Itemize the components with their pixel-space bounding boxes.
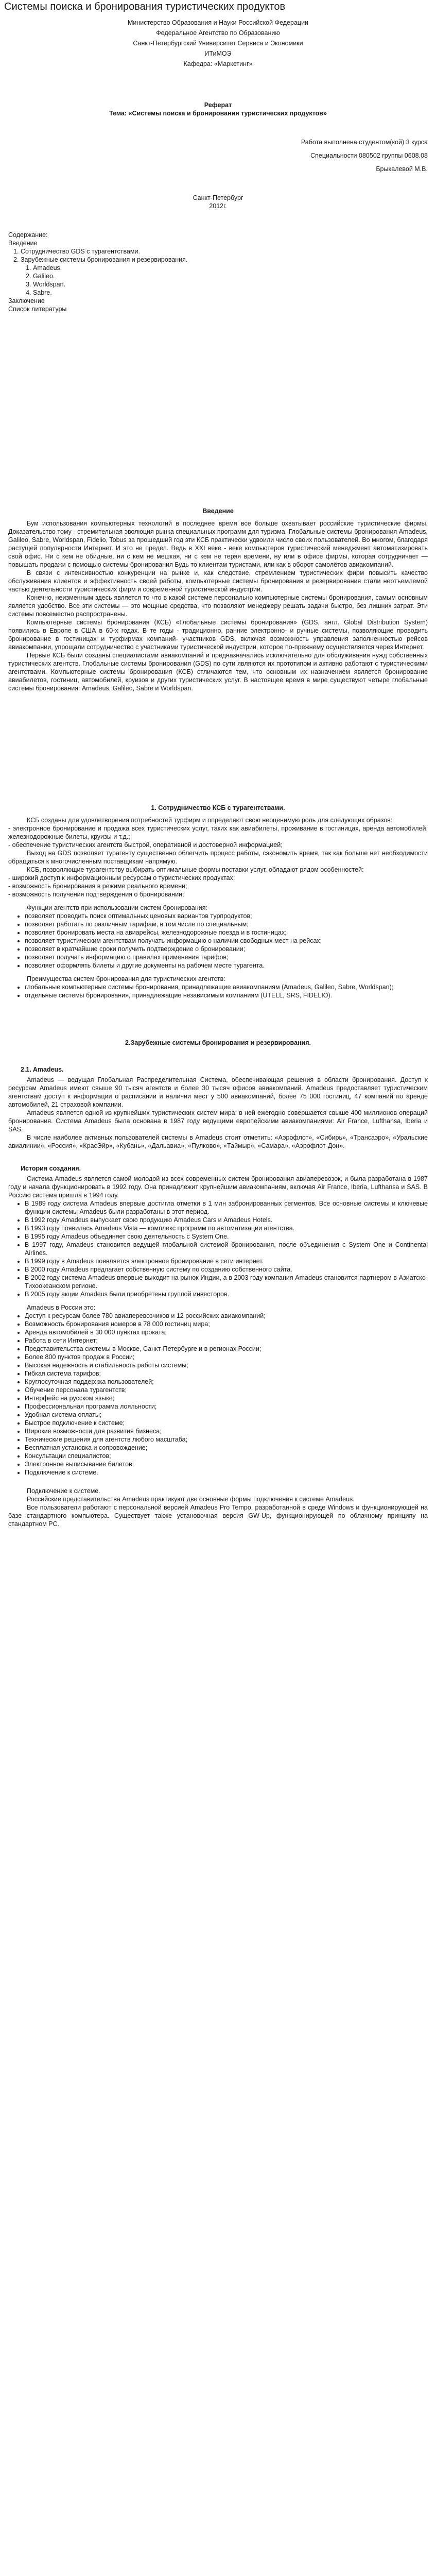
functions-list [8, 912, 428, 970]
list-item: • Более 800 пунктов продаж в России; [25, 1353, 428, 1361]
page-title: Системы поиска и бронирования туристических продуктов [4, 1, 286, 12]
year: 2012г. [209, 202, 227, 210]
author-line: Брыкалевой М.В. [376, 165, 428, 173]
report-label: Реферат [204, 101, 232, 109]
list-item: • Круглосуточная поддержка пользователей; [25, 1378, 428, 1386]
list-item: • позволяет в кратчайшие сроки получить подтверждение о бронировании; [25, 945, 428, 953]
list-item: • В 1993 году появилась Amadeus Vista — комплекс программ по автоматизации агентства. [25, 1224, 428, 1232]
paragraph: Amadeus является одной из крупнейших туристических систем мира: в ней ежегодно совершается свыше 400 миллионов операций бронирования. Система Amadeus была основана в 1987 году ведущими европейскими авиакомпаниями: Air France, Lufthansa, Iberia и SAS. [8, 1109, 428, 1133]
list-item: • Удобная система оплаты; [25, 1411, 428, 1419]
advantages-intro: Преимущества систем бронирования для туристических агентств: [27, 975, 225, 982]
list-item: • отдельные системы бронирования, принадлежащие независимым компаниям (UTELL, SRS, FIDELIO). [25, 991, 428, 999]
intro-text [8, 519, 428, 692]
list-item: • В 1999 году в Amadeus появляется электронное бронирование в сети интернет. [25, 1257, 428, 1265]
list-item: • В 1995 году Amadeus объединяет свою деятельность с System One. [25, 1232, 428, 1241]
paragraph: Бум использования компьютерных технологий в последнее время все больше охватывает российские туристические фирмы. Доказательство тому - стремительная эволюция рынка специальных программ для туризма. Глобальные системы бронирования Amadeus, Galileo, Sabre, Worldspan, Fidelio, Tobus за прошедший год эти КСБ практически удвоили число своих пользователей. Во многом, благодаря растущей популярности Интернет. И это не предел. Ведь в XXI веке - веке компьютеров туристический менеджмент автоматизировать свой офис. Ни с кем не обидные, ни с кем не мешкая, ни с кем не теряя времени, ну или в офисе фирмы, которая сотрудничает — повышать продажи с помощью системы бронирования Будь то клиентам туристами, или как в оборот самолётов авиакомпаний. [8, 520, 428, 568]
list-item: • позволяет туристическим агентствам получать информацию о наличии свободных мест на рейсах; [25, 937, 428, 945]
paragraph: Система Amadeus является самой молодой из всех современных систем бронирования авиаперевозок, и была разработана в 1987 году и начала функционировать в 1992 году. Она принадлежит крупнейшим авиакомпаниям, включая Air France, Iberia, Lufthansa и SAS. В Россию система пришла в 1994 году. [8, 1175, 428, 1199]
author-block [8, 138, 428, 173]
list-item: • Аренда автомобилей в 30 000 пунктах проката; [25, 1328, 428, 1336]
toc-title: Содержание: [8, 231, 48, 239]
list-item: • Консультации специалистов; [25, 1452, 428, 1460]
section2-title: 2.Зарубежные системы бронирования и резервирования. [125, 1039, 311, 1046]
list-item: • Представительства системы в Москве, Санкт-Петербурге и в регионах России; [25, 1345, 428, 1353]
list-item: • В 2002 году система Amadeus впервые выходит на рынок Индии, а в 2003 году компания Amadeus становится партнером в Азиатско-Тихоокеанском регионе. [25, 1274, 428, 1290]
table-of-contents [8, 231, 428, 313]
list-item: • позволяет работать по различным тарифам, в том числе по специальным; [25, 920, 428, 928]
list-item: • Интерфейс на русском языке; [25, 1394, 428, 1402]
list-item: • Широкие возможности для развития бизнеса; [25, 1427, 428, 1435]
toc-literature: Список литературы [8, 306, 67, 313]
report-topic: Тема: «Системы поиска и бронирования туристических продуктов» [109, 110, 327, 117]
list-item: • Гибкая система тарифов; [25, 1369, 428, 1378]
advantages-list [8, 983, 428, 999]
toc-subitem: 1. Amadeus. [33, 264, 428, 272]
title-page-header [8, 19, 428, 68]
paragraph: В связи с интенсивностью конкуренции на рынке и, как следствие, стремлением туристических фирм повысить качество обслуживания клиентов и эффективность своей работы, компьютерные системы бронирования и резервирования стали неотъемлемой частью деятельности туристических фирм и современной туристической индустрии. [8, 569, 428, 593]
paragraph: - электронное бронирование и продажа всех туристических услуг, таких как авиабилеты, проживание в гостиницах, аренда автомобилей, железнодорожные билеты, круизы и т.д.; [8, 825, 428, 840]
paragraph: КСБ созданы для удовлетворения потребностей турфирм и определяют свою неоценимую роль для следующих образов: [27, 817, 393, 824]
paragraph: Компьютерные системы бронирования (КСБ) «Глобальные системы бронирования» (GDS, англ. Global Distribution System) появились в Европе в США в 60-х годах. В те годы - традиционно, ранние электронно- и ручные системы, позволяющие проводить бронирование в гостиницах и турфирмах компаний- участников GDS, включая возможность управления заполненностью рейсов авиакомпании, упрощали сотрудничество с участниками туристической индустрии, которое по-прежнему осуществляется через Интернет. [8, 619, 428, 651]
list-item: • Доступ к ресурсам более 780 авиаперевозчиков и 12 российских авиакомпаний; [25, 1312, 428, 1320]
list-item: • Быстрое подключение к системе; [25, 1419, 428, 1427]
paragraph: Первые КСБ были созданы специалистами авиакомпаний и предназначались исключительно для обслуживания нужд собственных туристических агентств. Глобальные системы бронирования (GDS) по сути являются их прототипом и активно работают с туристическими агентствами. Компьютерные системы бронирования (КСБ) отличаются тем, что основным их назначением является бронирование авиабилетов, гостиниц, автомобилей, круизов и других туристических услуг. В настоящее время в мире существуют четыре глобальные системы бронирования: Amadeus, Galileo, Sabre и Worldspan. [8, 652, 428, 692]
list-item: • позволяет оформлять билеты и другие документы на рабочем месте турагента. [25, 961, 428, 970]
list-item: • Электронное выписывание билетов; [25, 1460, 428, 1468]
header-line: Кафедра: «Маркетинг» [183, 60, 253, 67]
russia-title: Amadeus в России это: [27, 1304, 96, 1311]
connection-title: Подключение к системе. [27, 1487, 100, 1495]
header-line: Федеральное Агентство по Образованию [156, 29, 280, 37]
list-item: • В 1989 году система Amadeus впервые достигла отметки в 1 млн забронированных сегментов. Все основные системы и ключевые функции системы Amadeus были разработаны в этот период. [25, 1199, 428, 1216]
header-line: Министерство Образования и Науки Российской Федерации [127, 19, 309, 26]
section1-text [8, 816, 428, 999]
toc-subitem: 2. Galileo. [33, 272, 428, 280]
amadeus-text [8, 1076, 428, 1528]
author-line: Работа выполнена студентом(кой) 3 курса [301, 139, 428, 146]
functions-intro: Функции агентств при использовании систем бронирования: [27, 904, 208, 911]
header-line: Санкт-Петербургский Университет Сервиса и Экономики [133, 40, 303, 47]
list-item: • Подключение к системе. [25, 1468, 428, 1477]
list-item: • Технические решения для агентств любого масштаба; [25, 1435, 428, 1444]
paragraph: КСБ, позволяющие турагентству выбирать оптимальные формы поставки услуг, обладают рядом особенностей: [27, 866, 364, 873]
list-item: • Высокая надежность и стабильность работы системы; [25, 1361, 428, 1369]
toc-intro: Введение [8, 240, 38, 247]
list-item: • Возможность бронирования номеров в 78 000 гостиниц мира; [25, 1320, 428, 1328]
intro-title: Введение [202, 507, 234, 515]
amadeus-title: 2.1. Amadeus. [21, 1066, 64, 1073]
list-item: • Профессиональная программа лояльности; [25, 1402, 428, 1411]
paragraph: - возможность бронирования в режиме реального времени; [8, 883, 187, 890]
city: Санкт-Петербург [193, 194, 243, 201]
list-item: • Работа в сети Интернет; [25, 1336, 428, 1345]
paragraph: Конечно, неизменным здесь является то что в какой системе персонально компьютерные системы бронирования, самым основным является удобство. Все эти системы — это мощные средства, что позволяют менеджеру решать задачи быстро, без лишних затрат. Эти системы повсеместно распространены. [8, 594, 428, 618]
list-item: • В 1992 году Amadeus выпускает свою продукцию Amadeus Cars и Amadeus Hotels. [25, 1216, 428, 1224]
list-item: • В 2000 году Amadeus предлагает собственную систему по созданию собственного сайта. [25, 1265, 428, 1274]
list-item: • глобальные компьютерные системы бронирования, принадлежащие авиакомпаниям (Amadeus, Galileo, Sabre, Worldspan); [25, 983, 428, 991]
list-item: • позволяет получать информацию о правилах применения тарифов; [25, 953, 428, 961]
history-title: История создания. [21, 1165, 81, 1172]
list-item: • Бесплатная установка и сопровождение; [25, 1444, 428, 1452]
paragraph: Российские представительства Amadeus практикуют две основные формы подключения к системе Amadeus. [27, 1496, 355, 1503]
toc-item: 2. Зарубежные системы бронирования и резервирования. 1. Amadeus. 2. Galileo. 3. Worldspan. 4. Sabre. [21, 256, 428, 297]
paragraph: Amadeus — ведущая Глобальная Распределительная Система, обеспечивающая решения в области бронирования. Доступ к ресурсам Amadeus имеют свыше 90 тысяч агентств и более 30 тысяч офисов авиакомпаний. Amadeus предоставляет туристическим агентствам доступ к информации о расписании и наличии мест у 500 авиакомпаний, более 75 000 гостиниц, 47 компаний по аренде автомобилей, 21 страховой компании. [8, 1076, 428, 1108]
header-line: ИТиМОЭ [204, 50, 232, 57]
toc-conclusion: Заключение [8, 297, 45, 304]
document-body [8, 19, 428, 1528]
list-item: • Обучение персонала турагентств; [25, 1386, 428, 1394]
author-line: Специальности 080502 группы 0608.08 [310, 152, 428, 159]
section1-title: 1. Сотрудничество КСБ с турагентствами. [151, 804, 285, 811]
list-item: • В 2005 году акции Amadeus были приобретены группой инвесторов. [25, 1290, 428, 1298]
toc-item: 1. Сотрудничество GDS с турагентствами. [21, 247, 428, 256]
paragraph: - широкий доступ к информационным ресурсам о туристических продуктах; [8, 874, 235, 882]
list-item: • позволяет проводить поиск оптимальных ценовых вариантов турпродуктов; [25, 912, 428, 920]
paragraph: В числе наиболее активных пользователей системы в Amadeus стоит отметить: «Аэрофлот», «Сибирь», «Трансаэро», «Уральские авиалинии», «Россия», «КрасЭйр», «Кубань», «Дальавиа», «Пулково», «Таймыр», «Самара», «Аэрофлот-Дон». [8, 1134, 428, 1149]
paragraph: Все пользователи работают с персональной версией Amadeus Pro Tempo, разработанной в среде Windows и функционирующей на базе стандартного компьютера. Существует также установочная версия GW-Up, функционирующей по облачному принципу на стандартном РС. [8, 1504, 428, 1528]
paragraph: - обеспечение туристических агентств быстрой, оперативной и достоверной информацией; [8, 841, 283, 849]
paragraph: Выход на GDS позволяет турагенту существенно облегчить процесс работы, сэкономить время, так как больше нет необходимости обращаться к многочисленным поставщикам напрямую. [8, 850, 428, 865]
history-list [8, 1199, 428, 1298]
paragraph: - возможность получения подтверждения о бронировании; [8, 891, 184, 898]
russia-list [8, 1312, 428, 1477]
list-item: • позволяет бронировать места на авиарейсы, железнодорожные поезда и в гостиницах; [25, 928, 428, 937]
toc-subitem: 3. Worldspan. [33, 280, 428, 289]
toc-subitem: 4. Sabre. [33, 289, 428, 297]
list-item: • В 1997 году, Amadeus становится ведущей глобальной системой бронирования, после объединения с System One и Continental Airlines. [25, 1241, 428, 1257]
